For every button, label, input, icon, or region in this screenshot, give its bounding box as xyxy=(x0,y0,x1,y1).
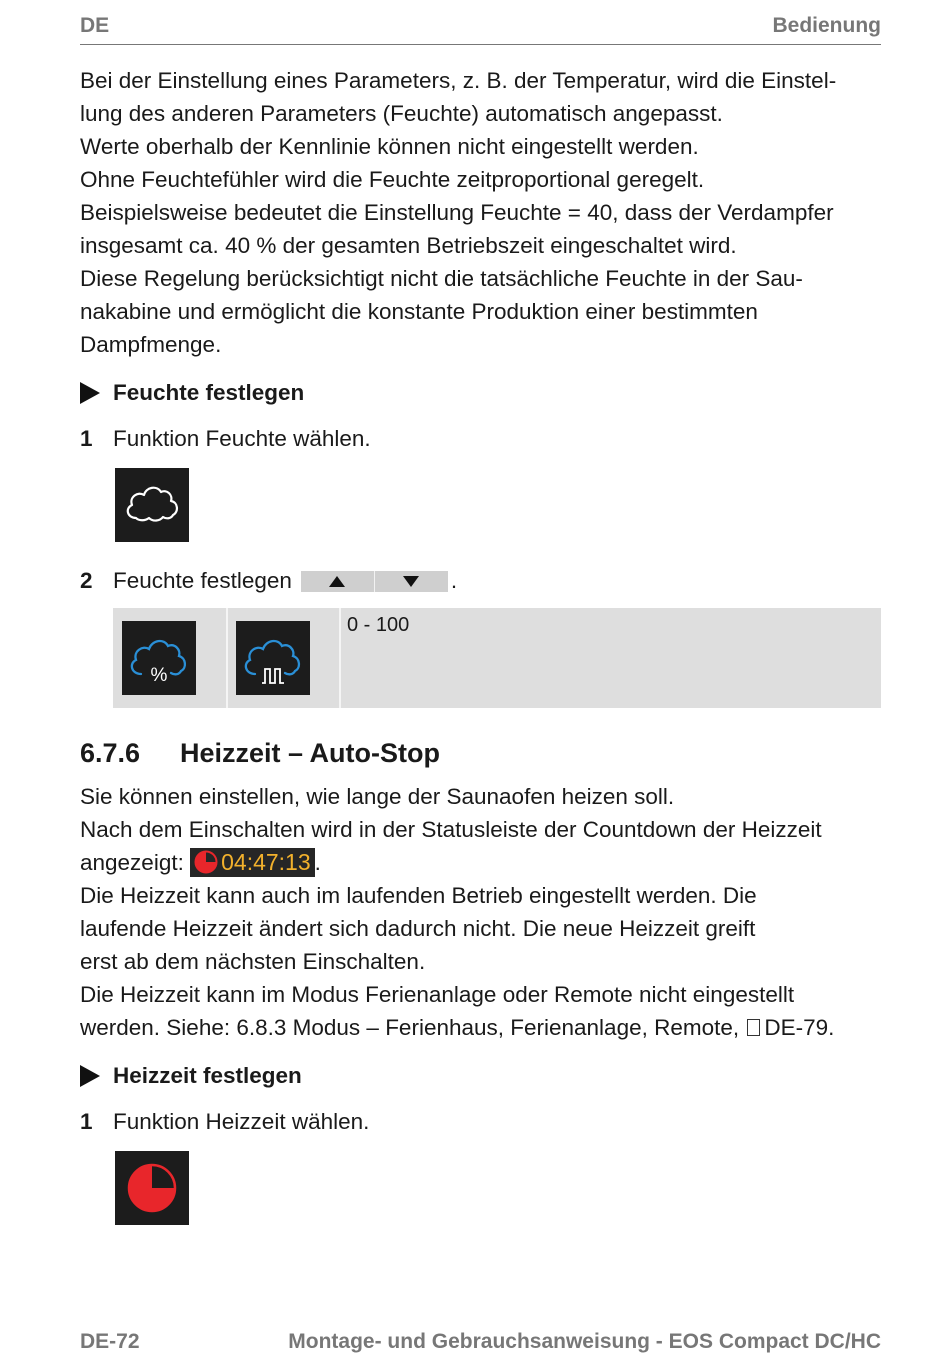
heating-time-icon[interactable] xyxy=(115,1151,189,1225)
section-title xyxy=(80,738,440,769)
text-line: Werte oberhalb der Kennlinie können nicht eingestellt werden. xyxy=(80,134,699,159)
text-prefix: angezeigt: xyxy=(80,850,184,875)
document-title: Montage- und Gebrauchsanweisung - EOS Compact DC/HC xyxy=(288,1330,881,1353)
range-value: 0 - 100 xyxy=(347,614,410,636)
text-line: Beispielsweise bedeutet die Einstellung Feuchte = 40, dass der Verdampfer xyxy=(80,200,834,225)
text-line: nakabine und ermöglicht die konstante Produktion einer bestimmten xyxy=(80,299,758,324)
page-number: DE-72 xyxy=(80,1330,140,1353)
section-number: 6.7.6 xyxy=(80,738,141,768)
text-line: Ohne Feuchtefühler wird die Feuchte zeitproportional geregelt. xyxy=(80,167,705,192)
heizzeit-heading xyxy=(80,1063,302,1089)
text-line: Die Heizzeit kann im Modus Ferienanlage oder Remote nicht eingestellt xyxy=(80,982,795,1007)
step-number: 1 xyxy=(80,1109,93,1134)
text-line: insgesamt ca. 40 % der gesamten Betriebszeit eingeschaltet wird. xyxy=(80,233,737,258)
percent-symbol: % xyxy=(150,665,168,686)
cloud-pulse-icon xyxy=(236,621,310,695)
intro-paragraph xyxy=(80,64,890,361)
text-line: laufende Heizzeit ändert sich dadurch nicht. Die neue Heizzeit greift xyxy=(80,916,756,941)
page-header xyxy=(80,12,881,45)
feuchte-step-1 xyxy=(80,426,371,452)
arrow-right-icon xyxy=(80,1065,100,1087)
step-end: . xyxy=(450,568,458,593)
timer-icon xyxy=(193,849,219,875)
text-line: Bei der Einstellung eines Parameters, z. B. der Temperatur, wird die Einstel- xyxy=(80,68,837,93)
document-icon xyxy=(747,1019,760,1036)
language-label: DE xyxy=(80,14,110,37)
chapter-label: Bedienung xyxy=(772,14,881,37)
text-line: erst ab dem nächsten Einschalten. xyxy=(80,949,426,974)
text-line: Die Heizzeit kann auch im laufenden Betrieb eingestellt werden. Die xyxy=(80,883,757,908)
countdown-value: 04:47:13 xyxy=(221,848,311,875)
step-text: Funktion Heizzeit wählen. xyxy=(113,1109,370,1134)
up-down-buttons xyxy=(301,571,448,592)
heading-text: Feuchte festlegen xyxy=(113,380,305,405)
up-button[interactable] xyxy=(301,571,374,592)
cloud-icon[interactable] xyxy=(115,468,189,542)
feuchte-table xyxy=(113,608,881,708)
page-reference-link[interactable]: DE-79. xyxy=(764,1015,835,1040)
step-text: Feuchte festlegen xyxy=(113,568,292,593)
text-line xyxy=(80,1011,890,1044)
cloud-percent-icon xyxy=(122,621,196,695)
text-suffix: . xyxy=(314,850,321,875)
text-line: Diese Regelung berücksichtigt nicht die tatsächliche Feuchte in der Sau- xyxy=(80,266,803,291)
heading-text: Heizzeit festlegen xyxy=(113,1063,302,1088)
text-line xyxy=(80,846,890,879)
heizzeit-step-1 xyxy=(80,1109,369,1135)
text-line: Nach dem Einschalten wird in der Statusleiste der Countdown der Heizzeit xyxy=(80,817,822,842)
feuchte-heading xyxy=(80,380,304,406)
feuchte-step-2 xyxy=(80,568,457,594)
text-line: lung des anderen Parameters (Feuchte) automatisch angepasst. xyxy=(80,101,723,126)
text-prefix: werden. Siehe: 6.8.3 Modus – Ferienhaus, Ferienanlage, Remote, xyxy=(80,1015,740,1040)
step-text: Funktion Feuchte wählen. xyxy=(113,426,371,451)
step-number: 1 xyxy=(80,426,93,451)
text-line: Sie können einstellen, wie lange der Saunaofen heizen soll. xyxy=(80,784,675,809)
step-number: 2 xyxy=(80,568,93,593)
section-heading: Heizzeit – Auto-Stop xyxy=(180,738,440,768)
down-button[interactable] xyxy=(375,571,448,592)
heizzeit-paragraph xyxy=(80,780,890,1044)
arrow-down-icon xyxy=(403,576,419,587)
arrow-right-icon xyxy=(80,382,100,404)
countdown-display xyxy=(190,848,315,877)
text-line: Dampfmenge. xyxy=(80,332,222,357)
arrow-up-icon xyxy=(329,576,345,587)
